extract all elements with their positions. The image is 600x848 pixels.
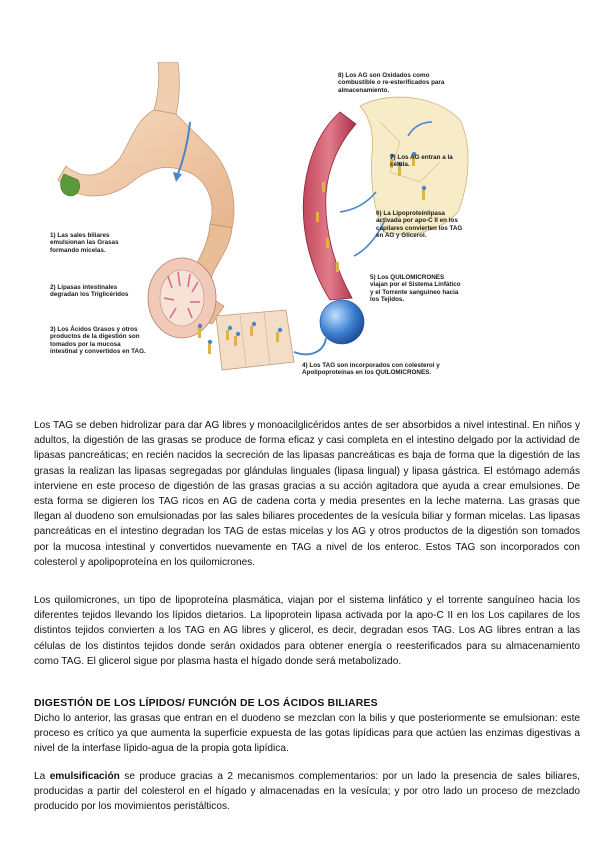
paragraph-3 bbox=[34, 711, 580, 757]
section-heading: DIGESTIÓN DE LOS LÍPIDOS/ FUNCIÓN DE LOS ÁCIDOS BILIARES bbox=[34, 698, 378, 709]
paragraph-4-post: se produce gracias a 2 mecanismos complementarios: por un lado la presencia de sales biliares, producidas a partir del colesterol en el hígado y almacenadas en la vesícula; y por otro lado un proceso de mezclado producido por los movimientos peristálticos. bbox=[34, 771, 580, 813]
paragraph-1 bbox=[34, 418, 580, 570]
figure-label-3: 3) Los Ácidos Grasos y otros productos de la digestión son tomados por la mucosa intestinal y convertidos en TAG. bbox=[50, 326, 146, 356]
stomach-shape bbox=[58, 110, 234, 228]
figure-label-4: 4) Los TAG son incorporados con colesterol y Apolipoproteínas en los QUILOMICRONES. bbox=[302, 362, 440, 377]
chylomicron-sphere bbox=[320, 300, 364, 344]
paragraph-4 bbox=[34, 769, 580, 815]
paragraph-1-text: Los TAG se deben hidrolizar para dar AG libres y monoacilglicéridos antes de ser absorbidos a nivel intestinal. En niños y adultos, la digestión de las grasas se produce de forma eficaz y casi completa en el intestino delgado por la actividad de lipasas pancreáticas; en recién nacidos la secreción de las lipasas pancreáticas es baja de forma que la digestión de las grasas la realizan las lipasas segregadas por glándulas linguales (lipasa lingual) y lipasa gástrica. El estómago además interviene en este proceso de digestión de las grasas gracias a su acción agitadora que ayuda a crear emulsiones. De esta forma se digieren los TAG ricos en AG de cadena corta y media presentes en la leche materna. Las grasas que llegan al duodeno son emulsionadas por las sales biliares procedentes de la vesícula biliar y forman micelas. Las lipasas pancreáticas en el intestino degradan los TAG de estas micelas y los AG y otros productos de la digestión son tomados por la mucosa intestinal y convertidos nuevamente en TAG a nivel de los enteroc. Estos TAG son incorporados con colesterol y apolipoproteína en los quilomicrones. bbox=[34, 420, 580, 568]
figure-label-5: 5) Los QUILOMICRONES viajan por el Sistema Linfático y el Torrente sanguíneo hacia los Tejidos. bbox=[370, 274, 461, 304]
paragraph-2 bbox=[34, 593, 580, 669]
figure-label-6: 6) La Lipoproteínlipasa activada por apo-C II en los capilares convierten los TAG en AG y Glicerol. bbox=[376, 210, 463, 240]
paragraph-2-text: Los quilomicrones, un tipo de lipoproteína plasmática, viajan por el sistema linfático y el torrente sanguíneo hacia los diferentes tejidos llevando los lípidos dietarios. La lipoprotein lipasa activada por la apo-C II en los Los capilares de los distintos tejidos convierten a los TAG en AG libres y glicerol, es decir, degradan esos TAG. Los AG libres entran a las células de los distintos tejidos donde serán oxidados para obtener energía o reesterificados para su almacenamiento como TAG. El glicerol sigue por plasma hasta el hígado donde será metabolizado. bbox=[34, 595, 580, 667]
emulsification-term: emulsificación bbox=[49, 771, 120, 782]
paragraph-4-pre: La bbox=[34, 771, 50, 782]
esophagus-shape bbox=[154, 62, 179, 114]
paragraph-4-text bbox=[34, 769, 580, 815]
figure-label-2: 2) Lipasas intestinales degradan los Triglicéridos bbox=[50, 284, 129, 299]
blood-vessel-shape bbox=[303, 112, 356, 300]
figure-label-7: 7) Los AG entran a la célula. bbox=[390, 154, 453, 169]
paragraph-3-text: Dicho lo anterior, las grasas que entran en el duodeno se mezclan con la bilis y que posteriormente se emulsionan: este proceso es crítico ya que aumenta la superficie expuesta de las gotas lipídicas para que actúen las enzimas digestivas a nivel de la interfase lípido-agua de la propia gota lipídica. bbox=[34, 713, 580, 755]
lipid-digestion-illustration bbox=[40, 62, 470, 392]
figure-label-1: 1) Las sales biliares emulsionan las Grasas formando micelas. bbox=[50, 232, 119, 254]
figure-label-8: 8) Los AG son Oxidados como combustible o re-esterificados para almacenamiento. bbox=[338, 72, 445, 94]
